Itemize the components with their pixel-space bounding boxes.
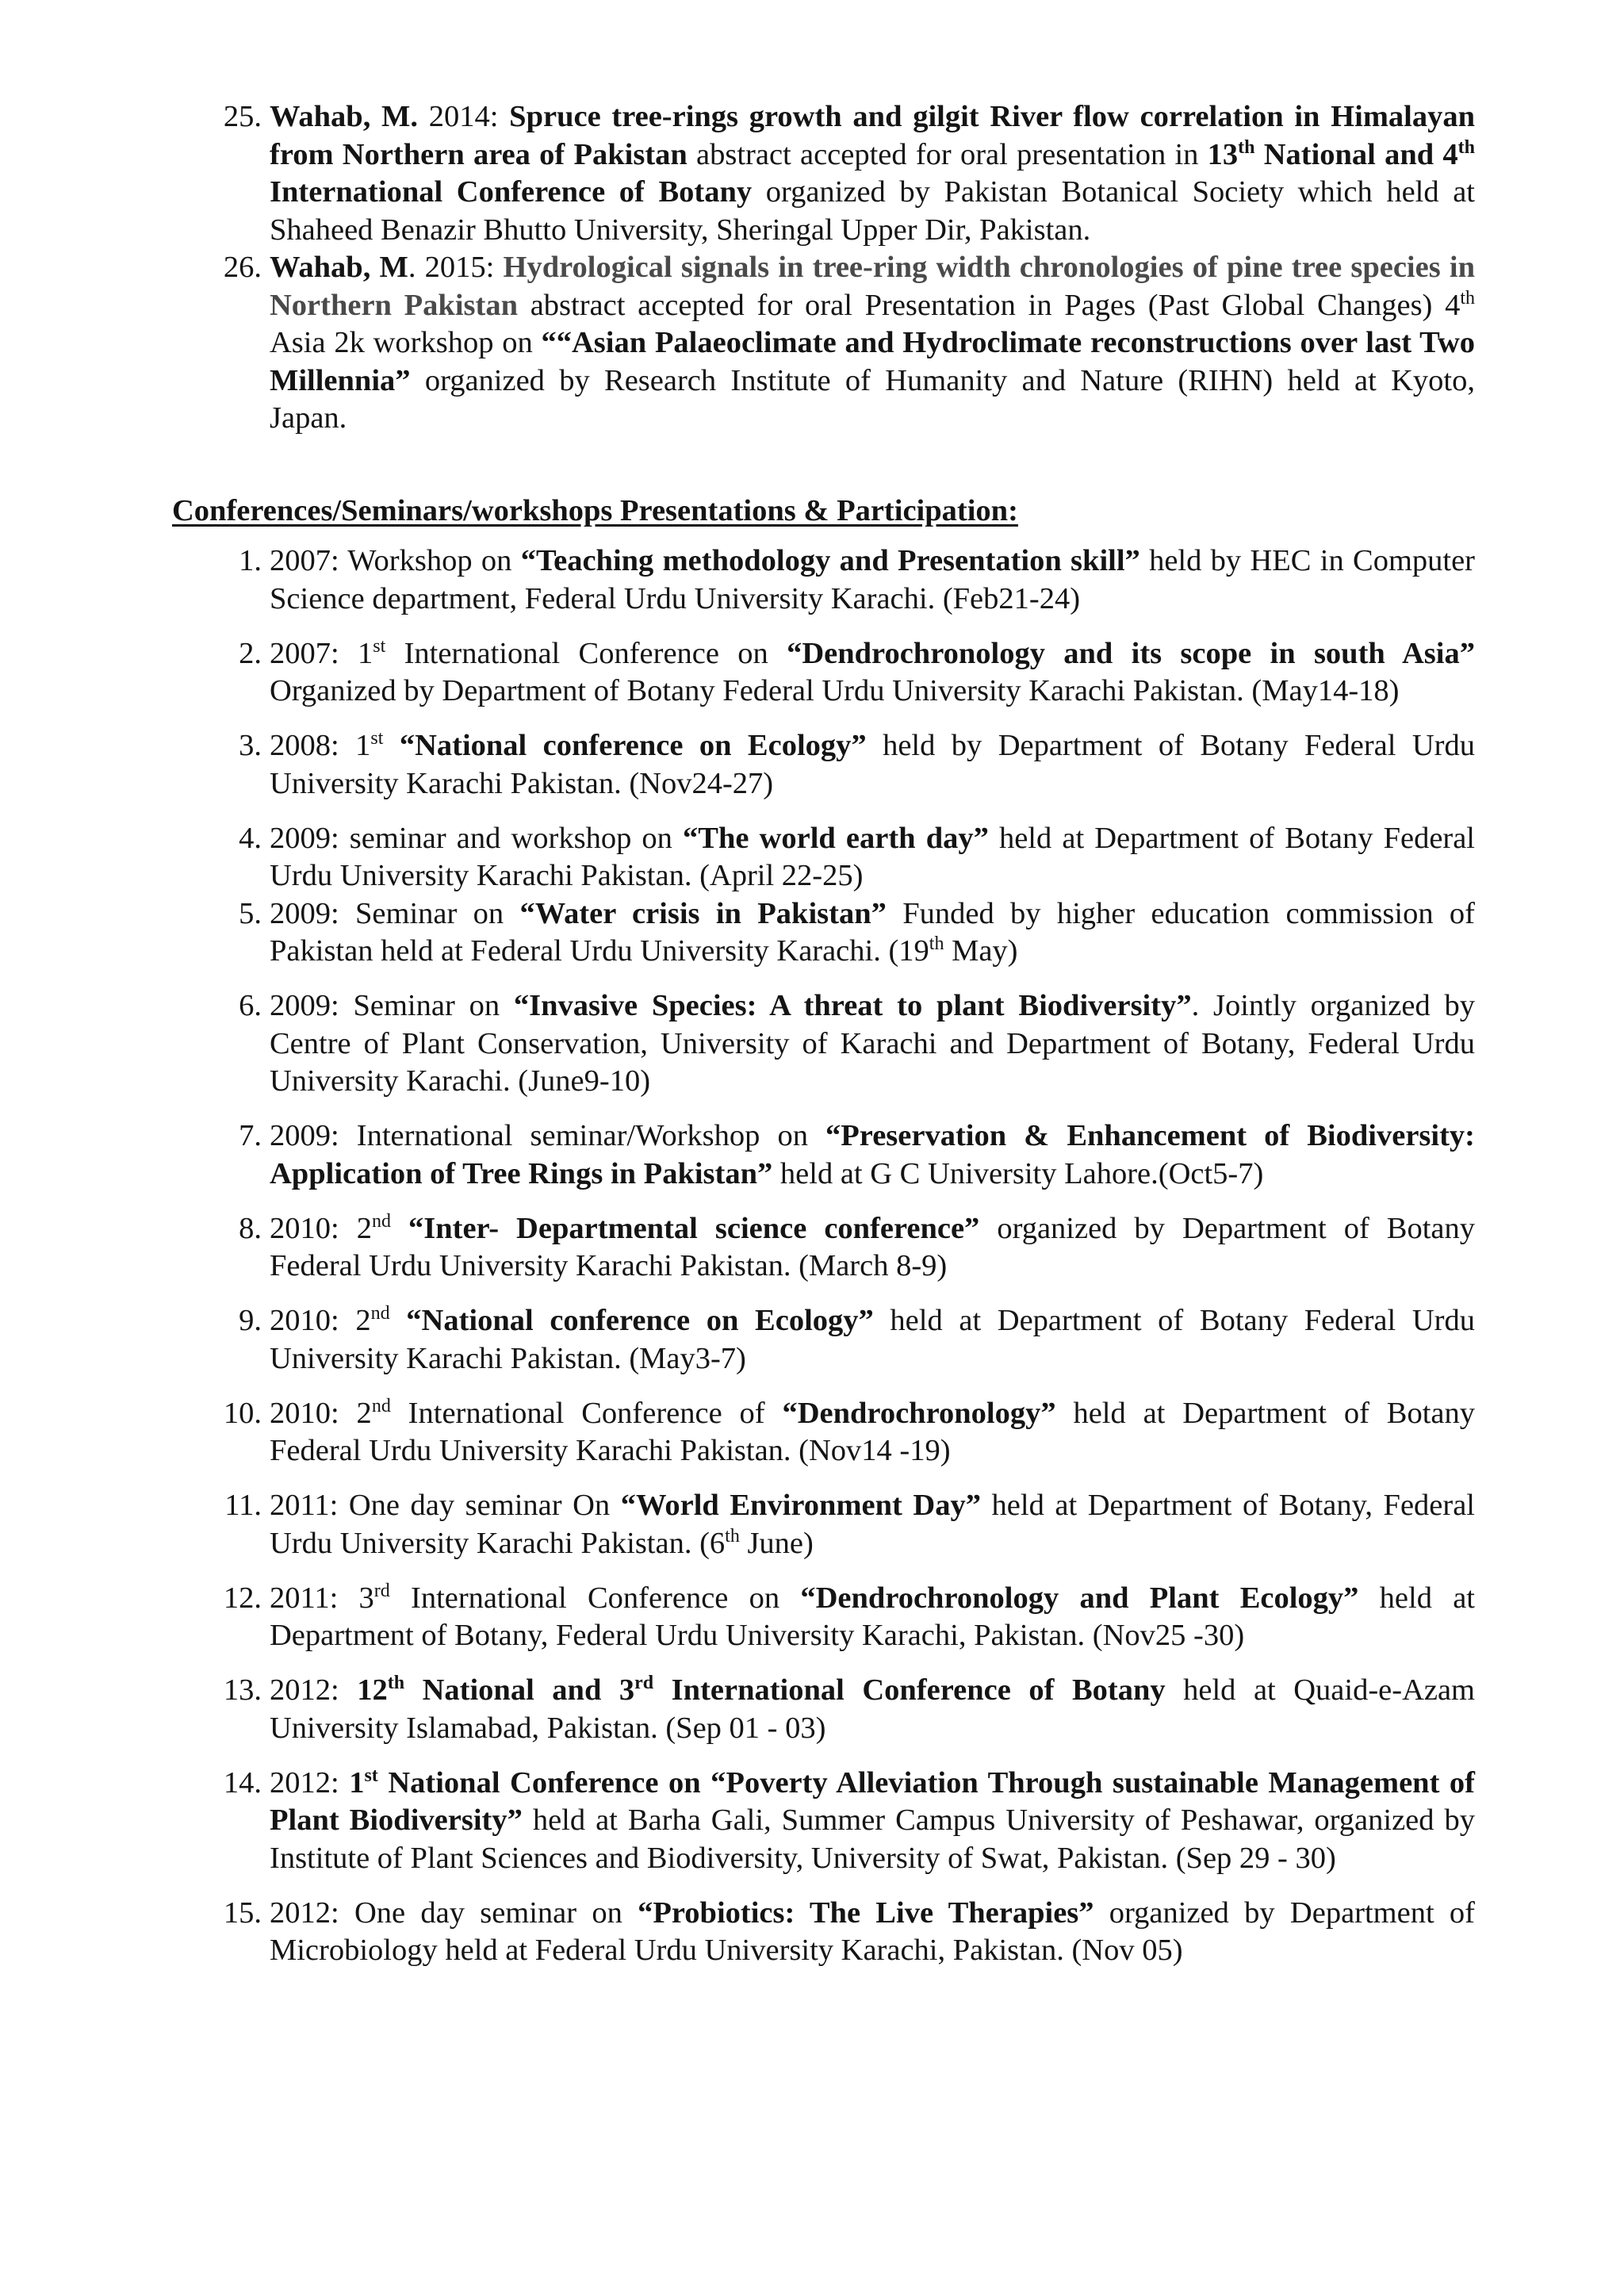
conference-item: 3. 2008: 1st “National conference on Ecology” held by Department of Botany Federal Urdu University Karachi Pakistan. (Nov24-27) (239, 728, 1475, 800)
section-heading: Conferences/Seminars/workshops Presentations & Participation: (172, 494, 1018, 527)
item-number: 25. (223, 100, 262, 133)
conference-item: 12. 2011: 3rd International Conference on “Dendrochronology and Plant Ecology” held at Department of Botany, Federal Urdu University Karachi, Pakistan. (Nov25 -30) (223, 1580, 1475, 1652)
item-number: 26. (223, 251, 262, 284)
conference-item: 9. 2010: 2nd “National conference on Ecology” held at Department of Botany Federal Urdu University Karachi Pakistan. (May3-7) (239, 1303, 1475, 1375)
item-text: Wahab, M. 2014: Spruce tree-rings growth and gilgit River flow correlation in Himalayan from Northern area of Pakistan abstract accepted for oral presentation in 13th National and 4th International Conference of Botany organized by Pakistan Botanical Society which held at Shaheed Benazir Bhutto University, Sheringal Upper Dir, Pakistan. (270, 100, 1476, 247)
conference-item: 8. 2010: 2nd “Inter- Departmental science conference” organized by Department of Botany Federal Urdu University Karachi Pakistan. (March 8-9) (239, 1210, 1475, 1282)
conference-item: 14. 2012: 1st National Conference on “Poverty Alleviation Through sustainable Management of Plant Biodiversity” held at Barha Gali, Summer Campus University of Peshawar, organized by Institute of Plant Sciences and Biodiversity, University of Swat, Pakistan. (Sep 29 - 30) (223, 1765, 1476, 1875)
conference-list (178, 542, 1475, 1987)
conference-item: 6. 2009: Seminar on “Invasive Species: A threat to plant Biodiversity”. Jointly organized by Centre of Plant Conservation, University of Karachi and Department of Botany, Federal Urdu University Karachi. (June9-10) (239, 989, 1475, 1098)
pub-title: Hydrological signals in tree-ring width chronologies of pine tree species in Northern Pakistan (270, 251, 1475, 322)
publication-list (178, 98, 1475, 438)
conference-item: 15. 2012: One day seminar on “Probiotics: The Live Therapies” organized by Department of Microbiology held at Federal Urdu University Karachi, Pakistan. (Nov 05) (223, 1895, 1475, 1967)
conference-item: 11. 2011: One day seminar On “World Environment Day” held at Department of Botany, Federal Urdu University Karachi Pakistan. (6th June) (224, 1489, 1475, 1560)
pub-title: Spruce tree-rings growth and gilgit River flow correlation in Himalayan from Northern area of Pakistan (270, 100, 1475, 171)
author: Wahab, M (270, 251, 408, 284)
conference-item: 7. 2009: International seminar/Workshop on “Preservation & Enhancement of Biodiversity: Application of Tree Rings in Pakistan” held at G C University Lahore.(Oct5-7) (239, 1119, 1475, 1190)
conference-item: 4. 2009: seminar and workshop on “The world earth day” held at Department of Botany Federal Urdu University Karachi Pakistan. (April 22-25) (239, 821, 1476, 892)
publication-item (178, 249, 1475, 438)
conference-item: 13. 2012: 12th National and 3rd International Conference of Botany held at Quaid-e-Azam University Islamabad, Pakistan. (Sep 01 - 03) (223, 1673, 1475, 1745)
conference-item: 5. 2009: Seminar on “Water crisis in Pakistan” Funded by higher education commission of Pakistan held at Federal Urdu University Karachi. (19th May) (239, 896, 1475, 968)
conference-item: 2. 2007: 1st International Conference on “Dendrochronology and its scope in south Asia” Organized by Department of Botany Federal Urdu University Karachi Pakistan. (May14-18) (239, 635, 1475, 707)
publication-item (178, 98, 1475, 249)
author: Wahab, M. (270, 100, 419, 133)
conference-item: 1. 2007: Workshop on “Teaching methodology and Presentation skill” held by HEC in Computer Science department, Federal Urdu University Karachi. (Feb21-24) (239, 544, 1476, 615)
item-text: Wahab, M. 2015: Hydrological signals in tree-ring width chronologies of pine tree species in Northern Pakistan abstract accepted for oral Presentation in Pages (Past Global Changes) 4th Asia 2k workshop on ““Asian Palaeoclimate and Hydroclimate reconstructions over last Two Millennia” organized by Research Institute of Humanity and Nature (RIHN) held at Kyoto, Japan. (270, 251, 1475, 435)
conference-item: 10. 2010: 2nd International Conference of “Dendrochronology” held at Department of Botany Federal Urdu University Karachi Pakistan. (Nov14 -19) (223, 1395, 1475, 1467)
